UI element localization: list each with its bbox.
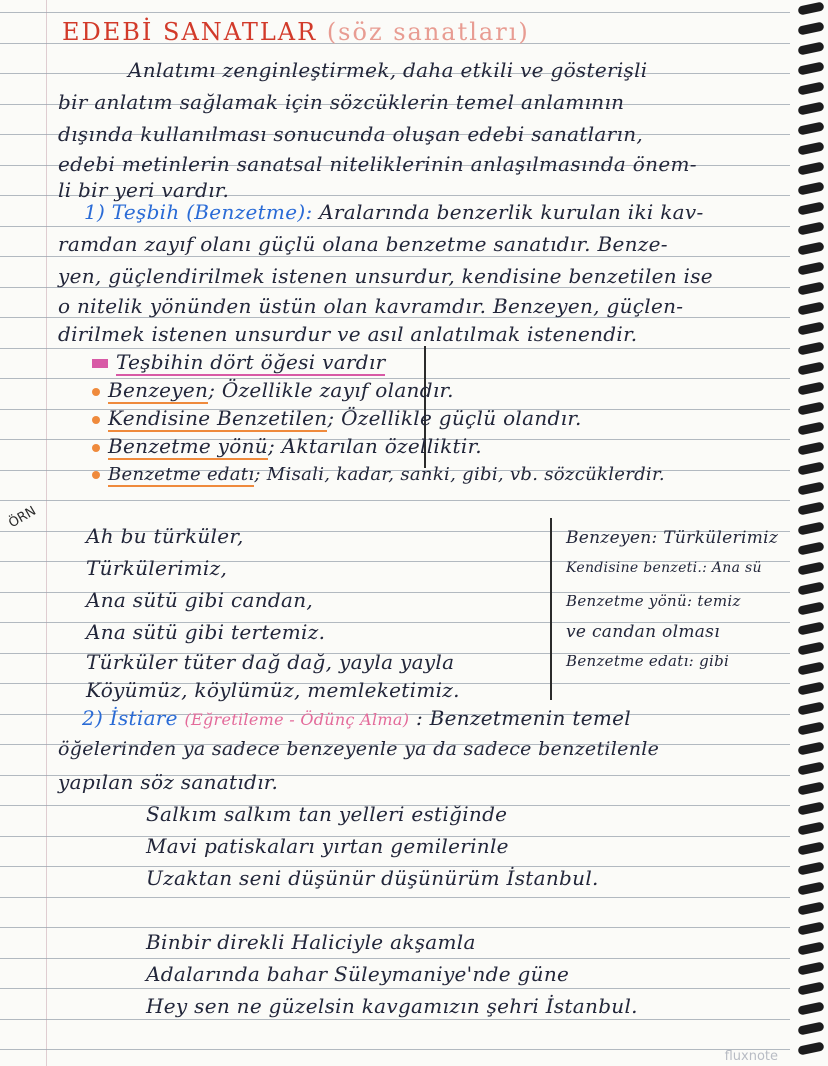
spiral-coil <box>797 781 824 795</box>
poem-line: Mavi patiskaları yırtan gemilerinle <box>146 834 509 858</box>
spiral-coil <box>797 901 824 915</box>
title-main: EDEBİ SANATLAR <box>62 18 318 46</box>
spiral-coil <box>797 421 824 435</box>
analysis-line: Benzeyen: Türkülerimiz <box>566 528 779 548</box>
poem-line: Türkülerimiz, <box>86 556 228 580</box>
analysis-line: Benzetme edatı: gibi <box>566 652 730 670</box>
ruled-line <box>0 348 790 349</box>
intro-line: bir anlatım sağlamak için sözcüklerin temel anlamının <box>58 90 625 114</box>
ruled-line <box>0 927 790 928</box>
istiare-line: yapılan söz sanatıdır. <box>58 770 279 794</box>
spiral-coil <box>797 441 824 455</box>
spiral-coil <box>797 241 824 255</box>
poem-line: Köyümüz, köylümüz, memleketimiz. <box>86 678 460 702</box>
example-tag: ÖRN <box>6 503 39 532</box>
intro-line: Anlatımı zenginleştirmek, daha etkili ve gösterişli <box>128 58 648 82</box>
istiare-paragraph <box>82 706 631 730</box>
poem-line: Ah bu türküler, <box>86 524 244 548</box>
spiral-coil <box>797 501 824 515</box>
spiral-coil <box>797 621 824 635</box>
spiral-coil <box>797 821 824 835</box>
spiral-coil <box>797 41 824 55</box>
poem-line: Türküler tüter dağ dağ, yayla yayla <box>86 650 455 674</box>
spiral-coil <box>797 21 824 35</box>
istiare-line: : Benzetmenin temel <box>415 706 631 730</box>
spiral-coil <box>797 881 824 895</box>
spiral-coil <box>797 961 824 975</box>
spiral-coil <box>797 741 824 755</box>
spiral-coil <box>797 761 824 775</box>
spiral-coil <box>797 581 824 595</box>
ruled-line <box>0 256 790 257</box>
teshbih-paragraph <box>84 200 704 224</box>
spiral-coil <box>797 321 824 335</box>
spiral-coil <box>797 301 824 315</box>
teshbih-line: ramdan zayıf olanı güçlü olana benzetme sanatıdır. Benze- <box>58 232 668 256</box>
ruled-line <box>0 958 790 959</box>
istiare-heading-note: (Eğretileme - Ödünç Alma) <box>184 710 410 729</box>
spiral-coil <box>797 361 824 375</box>
poem-line: Ana sütü gibi tertemiz. <box>86 620 326 644</box>
spiral-coil <box>797 381 824 395</box>
bullet-dot <box>92 388 100 396</box>
intro-line: edebi metinlerin sanatsal niteliklerinin anlaşılmasında önem- <box>58 152 697 176</box>
spiral-coil <box>797 941 824 955</box>
teshbih-line: o nitelik yönünden üstün olan kavramdır. Benzeyen, güçlen- <box>58 294 684 318</box>
spiral-coil <box>797 341 824 355</box>
divider-line <box>550 518 552 700</box>
spiral-coil <box>797 181 824 195</box>
analysis-line: ve candan olması <box>566 622 720 642</box>
analysis-line: Benzetme yönü: temiz <box>566 592 741 610</box>
ruled-line <box>0 988 790 989</box>
spiral-coil <box>797 841 824 855</box>
spiral-coil <box>797 1021 824 1035</box>
spiral-binding <box>790 0 828 1066</box>
spiral-coil <box>797 801 824 815</box>
highlight-bullet <box>92 359 108 368</box>
teshbih-heading: 1) Teşbih (Benzetme): <box>84 200 313 224</box>
istiare-line: öğelerinden ya sadece benzeyenle ya da sadece benzetilenle <box>58 738 660 760</box>
ruled-line <box>0 1019 790 1020</box>
spiral-coil <box>797 561 824 575</box>
poem-line: Binbir direkli Haliciyle akşamla <box>146 930 476 954</box>
ruled-line <box>0 12 790 13</box>
poem-line: Ana sütü gibi candan, <box>86 588 314 612</box>
istiare-heading: 2) İstiare <box>82 706 178 730</box>
spiral-coil <box>797 921 824 935</box>
spiral-coil <box>797 201 824 215</box>
poem-line: Adalarında bahar Süleymaniye'nde güne <box>146 962 570 986</box>
spiral-coil <box>797 721 824 735</box>
intro-line: li bir yeri vardır. <box>58 178 230 202</box>
bullet-dot <box>92 444 100 452</box>
spiral-coil <box>797 861 824 875</box>
spiral-coil <box>797 681 824 695</box>
spiral-coil <box>797 61 824 75</box>
spiral-coil <box>797 641 824 655</box>
element-item: Benzeyen; Özellikle zayıf olandır. <box>92 378 454 402</box>
margin-line <box>46 0 47 1066</box>
poem-line: Hey sen ne güzelsin kavgamızın şehri İstanbul. <box>146 994 638 1018</box>
spiral-coil <box>797 701 824 715</box>
ruled-line <box>0 1049 790 1050</box>
ruled-line <box>0 897 790 898</box>
page-title <box>62 18 530 46</box>
spiral-coil <box>797 141 824 155</box>
spiral-coil <box>797 541 824 555</box>
spiral-coil <box>797 461 824 475</box>
element-item: Benzetme edatı; Misali, kadar, sanki, gibi, vb. sözcüklerdir. <box>92 464 665 485</box>
elements-header: Teşbihin dört öğesi vardır <box>92 350 385 374</box>
spiral-coil <box>797 661 824 675</box>
teshbih-line: Aralarında benzerlik kurulan iki kav- <box>319 200 704 224</box>
spiral-coil <box>797 401 824 415</box>
ruled-line <box>0 226 790 227</box>
ruled-line <box>0 500 790 501</box>
element-item: Benzetme yönü; Aktarılan özelliktir. <box>92 434 482 458</box>
bullet-dot <box>92 471 100 479</box>
intro-line: dışında kullanılması sonucunda oluşan edebi sanatların, <box>58 122 644 146</box>
analysis-line: Kendisine benzeti.: Ana sü <box>566 560 762 576</box>
spiral-coil <box>797 161 824 175</box>
spiral-coil <box>797 1001 824 1015</box>
bullet-dot <box>92 416 100 424</box>
spiral-coil <box>797 81 824 95</box>
poem-line: Uzaktan seni düşünür düşünürüm İstanbul. <box>146 866 599 890</box>
spiral-coil <box>797 1 824 15</box>
spiral-coil <box>797 281 824 295</box>
spiral-coil <box>797 521 824 535</box>
spiral-coil <box>797 261 824 275</box>
spiral-coil <box>797 101 824 115</box>
spiral-coil <box>797 221 824 235</box>
spiral-coil <box>797 481 824 495</box>
spiral-coil <box>797 601 824 615</box>
spiral-coil <box>797 121 824 135</box>
teshbih-line: dirilmek istenen unsurdur ve asıl anlatılmak istenendir. <box>58 322 638 346</box>
poem-line: Salkım salkım tan yelleri estiğinde <box>146 802 508 826</box>
spiral-coil <box>797 1041 824 1055</box>
element-item: Kendisine Benzetilen; Özellikle güçlü olandır. <box>92 406 582 430</box>
teshbih-line: yen, güçlendirilmek istenen unsurdur, kendisine benzetilen ise <box>58 264 713 288</box>
title-sub: (söz sanatları) <box>326 18 530 46</box>
spiral-coil <box>797 981 824 995</box>
brand-watermark: fluxnote <box>724 1049 778 1064</box>
